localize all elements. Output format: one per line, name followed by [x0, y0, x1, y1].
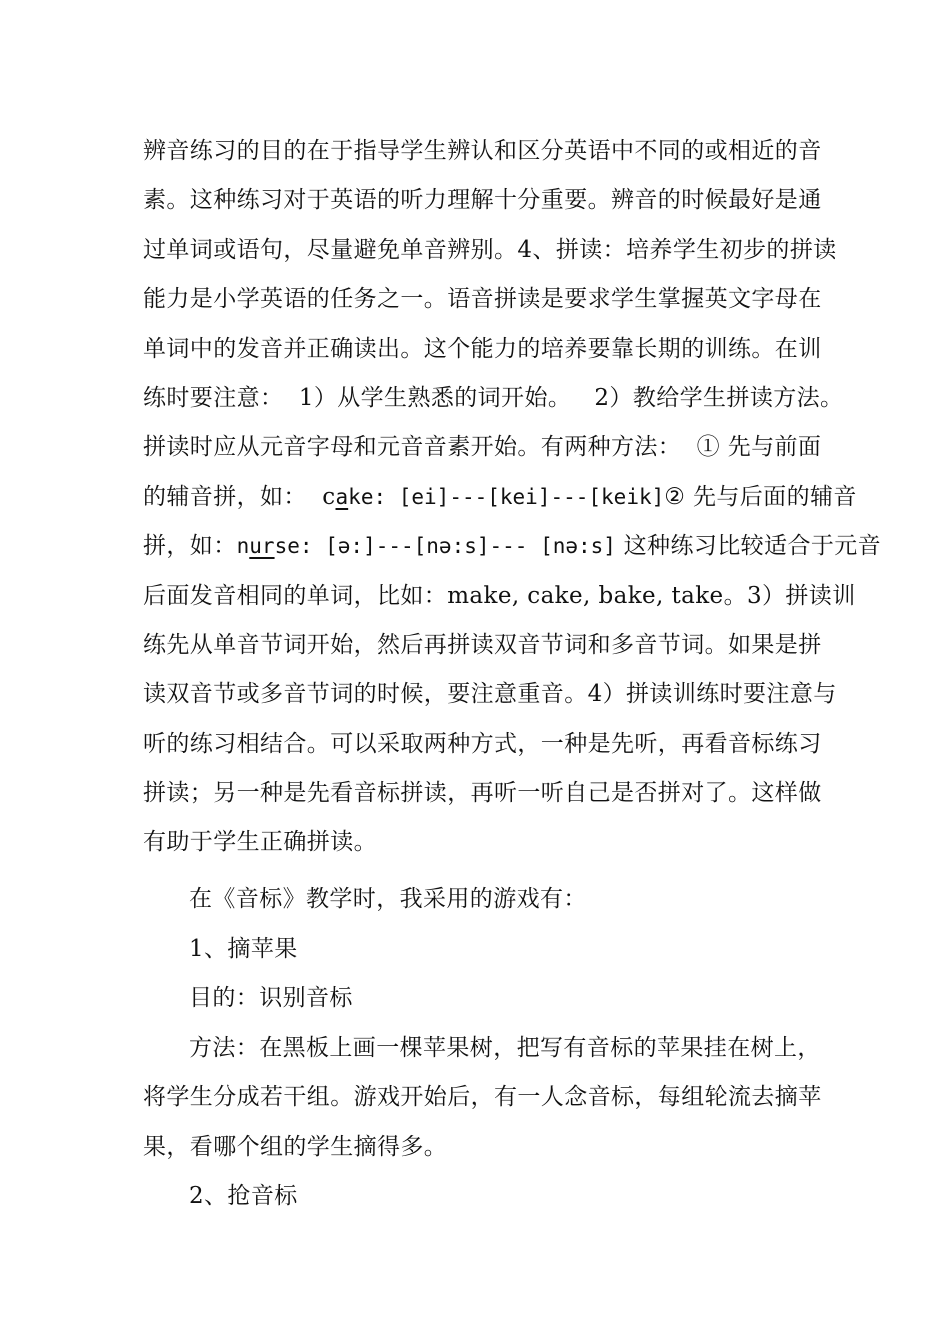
text-line: 有助于学生正确拼读。: [143, 829, 377, 856]
text-line-cake-example: [143, 473, 857, 522]
line-prefix: 拼，如：: [143, 533, 237, 560]
text-line-nurse-example: [143, 522, 882, 571]
phonetic-sequence: se: [ǝ:]---[nǝ:s]--- [nǝ:s]: [274, 534, 616, 559]
text-line: 将学生分成若干组。游戏开始后，有一人念音标，每组轮流去摘苹: [143, 1084, 822, 1111]
text-line: 过单词或语句，尽量避免单音辨别。4、拼读：培养学生初步的拼读: [143, 236, 837, 263]
line-suffix: 这种练习比较适合于元音: [615, 533, 882, 560]
text-line: 果，看哪个组的学生摘得多。: [143, 1133, 448, 1160]
text-line: 听的练习相结合。可以采取两种方式，一种是先听，再看音标练习: [143, 730, 822, 757]
underlined-letter: a: [335, 484, 349, 509]
text-line: 读双音节或多音节词的时候，要注意重音。4）拼读训练时要注意与: [143, 681, 837, 708]
text-line: 拼读；另一种是先看音标拼读，再听一听自己是否拼对了。这样做: [143, 780, 822, 807]
game1-title: 1、摘苹果: [189, 936, 298, 962]
intro-line: 在《音标》教学时，我采用的游戏有：: [189, 886, 587, 912]
word-part: n: [236, 534, 250, 559]
text-line: 辨音练习的目的在于指导学生辨认和区分英语中不同的或相近的音: [143, 138, 822, 164]
game2-title: 2、抢音标: [189, 1183, 298, 1209]
text-line: 拼读时应从元音字母和元音音素开始。有两种方法： ① 先与前面: [143, 434, 822, 461]
text-line: 方法：在黑板上画一棵苹果树，把写有音标的苹果挂在树上，: [189, 1035, 821, 1061]
game1-goal: 目的：识别音标: [189, 985, 353, 1011]
text-line: 单词中的发音并正确读出。这个能力的培养要靠长期的训练。在训: [143, 335, 822, 362]
game1-method-paragraph: [143, 1024, 822, 1172]
text-line: 练先从单音节词开始，然后再拼读双音节词和多音节词。如果是拼: [143, 631, 822, 658]
line-prefix: 的辅音拼，如： c: [143, 483, 336, 510]
main-paragraph: [143, 127, 882, 868]
text-line: 练时要注意： 1）从学生熟悉的词开始。 2）教给学生拼读方法。: [143, 384, 844, 411]
text-line: 后面发音相同的单词，比如：make, cake, bake, take。3）拼读训: [143, 582, 856, 609]
text-line: 素。这种练习对于英语的听力理解十分重要。辨音的时候最好是通: [143, 187, 822, 214]
text-line: 能力是小学英语的任务之一。语音拼读是要求学生掌握英文字母在: [143, 286, 822, 313]
line-suffix: ② 先与后面的辅音: [664, 483, 857, 510]
underlined-letters: ur: [249, 534, 275, 559]
phonetic-sequence: ke: [ei]---[kei]---[keik]: [348, 484, 665, 509]
